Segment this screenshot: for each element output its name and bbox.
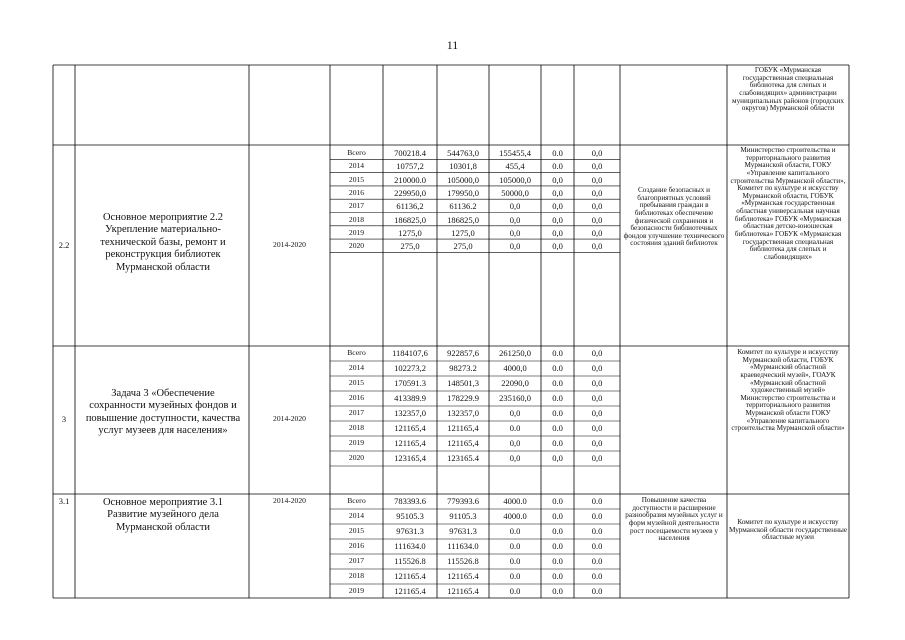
section-3-row-1-total: 102273,2 xyxy=(394,363,426,373)
section-3-row-3-c1: 178229.9 xyxy=(447,393,479,403)
responsible-2-2: Министерство строительства и территориального развития Мурманской области, ГОКУ «Управление капитального строительства Мурманской области», Комитет по культуре и искусству Мурманской области, ГОБУК «Мурманская государственная областная универсальная научная библиотека» ГОБУК «Мурманская областная детско-юношеская библиотека» ГОБУК «Мурманская государственная специальная библиотека для слепых и слабовидящих» xyxy=(730,146,846,261)
section-31-row-1-c2: 4000.0 xyxy=(503,511,527,521)
section-3-row-0-c4: 0,0 xyxy=(591,348,603,358)
section-3-row-2-c2: 22090,0 xyxy=(501,378,529,388)
section-22-row-6-c1: 1275,0 xyxy=(451,227,475,238)
section-22-row-3-c2: 50000,0 xyxy=(501,187,529,198)
section-31-row-5-total: 121165.4 xyxy=(394,571,426,581)
section-22-row-6-c4: 0,0 xyxy=(591,227,603,238)
section-3-row-0-c2: 261250,0 xyxy=(499,348,531,358)
section-22-row-3-total: 229950,0 xyxy=(394,187,426,198)
section-3-row-7-total: 123165,4 xyxy=(394,453,426,463)
section-22-row-6-c3: 0,0 xyxy=(552,227,563,238)
section-31-row-2-c1: 97631.3 xyxy=(449,526,477,536)
section-22-row-6-c2: 0,0 xyxy=(509,227,521,238)
section-31-row-0-c4: 0.0 xyxy=(591,496,603,506)
section-31-row-0-c3: 0.0 xyxy=(552,496,563,506)
period-2-2: 2014-2020 xyxy=(273,240,306,249)
section-3-row-2-c1: 148501,3 xyxy=(447,378,479,388)
section-31-row-6-c1: 121165.4 xyxy=(447,586,479,596)
section-3-row-1-c1: 98273.2 xyxy=(449,363,477,373)
activity-2-2-name: Основное мероприятие 2.2 Укрепление материально-технической базы, ремонт и реконструкция библиотек Мурманской области xyxy=(100,212,226,273)
section-31-row-1-label: 2014 xyxy=(348,511,365,520)
page-number: 11 xyxy=(446,38,459,52)
section-3-row-0-c3: 0.0 xyxy=(552,348,563,358)
section-22-row-7-total: 275,0 xyxy=(400,241,420,252)
section-3-row-4-c3: 0.0 xyxy=(552,408,563,418)
section-31-row-4-c4: 0.0 xyxy=(591,556,603,566)
responsible-3: Комитет по культуре и искусству Мурманской области, ГОБУК «Мурманский областной краеведческий музей», ГОАУК «Мурманский областной художественный музей» Министерство строительства и территориального развития Мурманской области ГОКУ «Управление капитального строительства Мурманской области» xyxy=(731,348,845,433)
section-3-row-5-c1: 121165,4 xyxy=(447,423,479,433)
section-31-row-5-label: 2018 xyxy=(348,571,365,580)
section-31-row-3-total: 111634.0 xyxy=(394,541,426,551)
section-31-row-2-c2: 0.0 xyxy=(509,526,521,536)
section-31-row-0-c1: 779393.6 xyxy=(447,496,479,506)
section-3-row-2-total: 170591.3 xyxy=(394,378,426,388)
section-3-row-7-c4: 0,0 xyxy=(591,453,603,463)
result-2-2: Создание безопасных и благоприятных условий пребывания граждан в библиотеках обеспечение физической сохранения и безопасности библиотечных фондов улучшение технического состояния зданий библиотек xyxy=(623,186,725,248)
section-3-row-6-total: 121165,4 xyxy=(394,438,426,448)
section-22-row-5-c1: 186825,0 xyxy=(447,214,479,225)
section-31-row-3-c2: 0.0 xyxy=(509,541,521,551)
section-22-row-2-label: 2015 xyxy=(348,174,365,184)
section-22-row-0-c1: 544763,0 xyxy=(447,148,479,158)
section-22-row-2-c2: 105000,0 xyxy=(499,174,531,185)
task-3-name: Задача 3 «Обеспечение сохранности музейных фондов и повышение доступности, качества услуг музеев для населения» xyxy=(85,388,241,437)
section-3-row-6-c2: 0,0 xyxy=(509,438,521,448)
section-31-row-1-c4: 0.0 xyxy=(591,511,603,521)
section-22-row-1-c4: 0,0 xyxy=(591,161,603,172)
section-22-row-0-label: Всего xyxy=(347,148,366,157)
section-3-row-5-total: 121165,4 xyxy=(394,423,426,433)
section-22-row-6-total: 1275,0 xyxy=(398,227,422,238)
result-3-1: Повышение качества доступности и расширение разнообразия музейных услуг и форм музейной деятельности рост посещаемости музеев у населения xyxy=(625,496,723,543)
section-31-row-3-label: 2016 xyxy=(348,541,365,550)
section-3-row-6-label: 2019 xyxy=(348,438,365,447)
section-22-row-0-c2: 155455,4 xyxy=(499,148,531,158)
period-3: 2014-2020 xyxy=(273,414,306,423)
section-3-row-3-total: 413389.9 xyxy=(394,393,426,403)
section-22-row-6-label: 2019 xyxy=(348,227,365,237)
section-31-row-4-c3: 0.0 xyxy=(552,556,563,566)
section-22-row-7-c3: 0,0 xyxy=(552,241,563,252)
section-3-row-7-c1: 123165.4 xyxy=(447,453,479,463)
section-22-row-5-c3: 0,0 xyxy=(552,214,563,225)
section-22-row-3-c4: 0,0 xyxy=(591,187,603,198)
section-22-row-5-c4: 0,0 xyxy=(591,214,603,225)
section-31-row-0-total: 783393.6 xyxy=(394,496,426,506)
section-22-row-1-total: 10757,2 xyxy=(396,161,424,172)
section-31-row-6-total: 121165.4 xyxy=(394,586,426,596)
section-22-row-4-total: 61136,2 xyxy=(396,201,424,212)
section-31-row-6-c2: 0.0 xyxy=(509,586,521,596)
section-3-row-4-c1: 132357,0 xyxy=(447,408,479,418)
section-31-row-4-total: 115526.8 xyxy=(394,556,426,566)
section-3-row-2-label: 2015 xyxy=(348,378,365,387)
section-3-row-6-c4: 0,0 xyxy=(591,438,603,448)
section-22-row-0-c4: 0,0 xyxy=(591,148,603,158)
section-3-row-6-c1: 121165,4 xyxy=(447,438,479,448)
section-3-row-7-c3: 0,0 xyxy=(552,453,563,463)
section-31-row-6-c3: 0.0 xyxy=(552,586,563,596)
section-31-row-6-c4: 0.0 xyxy=(591,586,603,596)
section-22-row-3-c1: 179950,0 xyxy=(447,187,479,198)
section-3-row-3-label: 2016 xyxy=(348,393,365,402)
row-number-2-2: 2.2 xyxy=(58,240,70,250)
section-3-row-3-c2: 235160,0 xyxy=(499,393,531,403)
top-responsible-text: ГОБУК «Мурманская государственная специальная библиотека для слепых и слабовидящих» администрации муниципальных районов (городских округов) Мурманской области xyxy=(732,66,844,113)
section-3-row-1-c3: 0.0 xyxy=(552,363,563,373)
section-22-row-5-total: 186825,0 xyxy=(394,214,426,225)
section-22-row-5-label: 2018 xyxy=(348,214,365,224)
section-22-row-2-total: 210000.0 xyxy=(394,174,426,185)
section-22-row-3-label: 2016 xyxy=(348,187,365,197)
section-3-row-2-c3: 0.0 xyxy=(552,378,563,388)
section-3-row-6-c3: 0.0 xyxy=(552,438,563,448)
section-22-row-0-total: 700218.4 xyxy=(394,148,426,158)
section-31-row-2-c4: 0.0 xyxy=(591,526,603,536)
section-22-row-4-c4: 0,0 xyxy=(591,201,603,212)
section-22-row-7-c4: 0,0 xyxy=(591,241,603,252)
section-31-row-0-label: Всего xyxy=(347,496,366,505)
section-3-row-4-total: 132357,0 xyxy=(394,408,426,418)
section-3-row-3-c4: 0,0 xyxy=(591,393,603,403)
section-3-row-1-label: 2014 xyxy=(348,363,365,372)
section-3-row-0-c1: 922857,6 xyxy=(447,348,479,358)
section-3-row-4-c4: 0,0 xyxy=(591,408,603,418)
section-22-row-7-label: 2020 xyxy=(348,241,365,251)
section-22-row-1-c2: 455,4 xyxy=(505,161,525,172)
activity-3-1-name: Основное мероприятие 3.1 Развитие музейного дела Мурманской области xyxy=(102,497,224,533)
section-3-row-0-total: 1184107,6 xyxy=(392,348,428,358)
section-31-row-4-c1: 115526.8 xyxy=(447,556,479,566)
section-22-row-5-c2: 0,0 xyxy=(509,214,521,225)
section-22-row-2-c3: 0,0 xyxy=(552,174,563,185)
section-31-row-1-total: 95105.3 xyxy=(396,511,424,521)
section-3-row-5-c2: 0.0 xyxy=(509,423,521,433)
section-31-row-4-label: 2017 xyxy=(348,556,365,565)
row-number-3-1: 3.1 xyxy=(58,496,70,506)
section-31-row-5-c1: 121165.4 xyxy=(447,571,479,581)
section-22-row-4-c1: 61136.2 xyxy=(449,201,477,212)
section-31-row-3-c4: 0.0 xyxy=(591,541,603,551)
section-3-row-5-c4: 0,0 xyxy=(591,423,603,433)
row-number-3: 3 xyxy=(61,414,67,424)
section-22-row-0-c3: 0.0 xyxy=(552,148,563,158)
section-3-row-7-c2: 0,0 xyxy=(509,453,521,463)
section-31-row-4-c2: 0.0 xyxy=(509,556,521,566)
section-22-row-1-c3: 0.0 xyxy=(552,161,563,172)
section-31-row-5-c4: 0.0 xyxy=(591,571,603,581)
section-3-row-7-label: 2020 xyxy=(348,453,365,462)
section-31-row-3-c1: 111634.0 xyxy=(447,541,479,551)
section-31-row-3-c3: 0.0 xyxy=(552,541,563,551)
section-22-row-1-c1: 10301,8 xyxy=(449,161,477,172)
period-3-1: 2014-2020 xyxy=(273,496,306,505)
section-31-row-2-label: 2015 xyxy=(348,526,365,535)
section-22-row-4-c2: 0,0 xyxy=(509,201,521,212)
section-3-row-2-c4: 0,0 xyxy=(591,378,603,388)
section-22-row-7-c2: 0,0 xyxy=(509,241,521,252)
section-3-row-1-c2: 4000,0 xyxy=(503,363,527,373)
section-3-row-0-label: Всего xyxy=(347,348,366,357)
section-3-row-1-c4: 0,0 xyxy=(591,363,603,373)
section-22-row-4-c3: 0,0 xyxy=(552,201,563,212)
responsible-3-1: Комитет по культуре и искусству Мурманской области государственные областные музеи xyxy=(729,518,848,542)
section-31-row-5-c2: 0.0 xyxy=(509,571,521,581)
section-3-row-5-label: 2018 xyxy=(348,423,365,432)
section-31-row-2-c3: 0.0 xyxy=(552,526,563,536)
section-3-row-4-c2: 0,0 xyxy=(509,408,521,418)
section-31-row-6-label: 2019 xyxy=(348,586,365,595)
section-3-row-5-c3: 0.0 xyxy=(552,423,563,433)
section-31-row-2-total: 97631.3 xyxy=(396,526,424,536)
section-22-row-3-c3: 0,0 xyxy=(552,187,563,198)
section-31-row-1-c3: 0.0 xyxy=(552,511,563,521)
section-3-row-3-c3: 0.0 xyxy=(552,393,563,403)
section-31-row-5-c3: 0.0 xyxy=(552,571,563,581)
section-3-row-4-label: 2017 xyxy=(348,408,365,417)
section-31-row-0-c2: 4000.0 xyxy=(503,496,527,506)
section-22-row-4-label: 2017 xyxy=(348,201,365,211)
section-22-row-1-label: 2014 xyxy=(348,161,365,171)
section-22-row-2-c1: 105000,0 xyxy=(447,174,479,185)
section-22-row-7-c1: 275,0 xyxy=(453,241,473,252)
section-31-row-1-c1: 91105.3 xyxy=(449,511,477,521)
section-22-row-2-c4: 0,0 xyxy=(591,174,603,185)
